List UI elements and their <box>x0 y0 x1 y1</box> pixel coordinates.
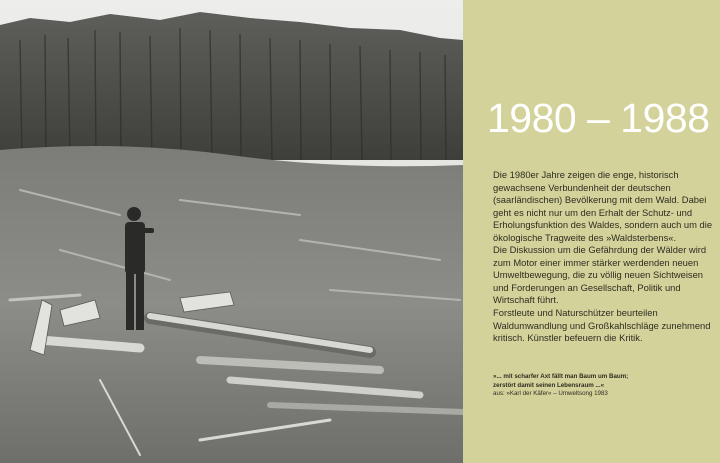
quote-line: zerstört damit seinen Lebensraum ...« <box>493 381 605 389</box>
paragraph: Die Diskussion um die Gefährdung der Wälder wird zum Motor einer immer stärker werdenden neuen Umweltbewegung, die zu völlig neuen Sichtweisen und Forderungen an Gesellschaft, Politik und Wirtschaft führt. <box>493 244 707 306</box>
quote-source: aus: »Karl der Käfer« – Umweltsong 1983 <box>493 390 608 398</box>
text-panel <box>463 0 720 463</box>
era-heading: 1980 – 1988 <box>487 95 710 141</box>
paragraph: Die 1980er Jahre zeigen die enge, historisch gewachsene Verbundenheit der deutschen (saarländischen) Bevölkerung mit dem Wald. Dabei geht es nicht nur um den Erhalt der Schutz- und Erholungsfunktion des Waldes, sondern auch um die ökologische Tragweite des »Waldsterbens«. <box>493 169 713 243</box>
body-text <box>493 169 713 345</box>
paragraph: Forstleute und Naturschützer beurteilen Waldumwandlung und Großkahlschläge zunehmend kritisch. Künstler befeuern die Kritik. <box>493 307 711 344</box>
song-quote <box>493 373 713 399</box>
quote-line: »... mit scharfer Axt fällt man Baum um Baum; <box>493 373 629 380</box>
